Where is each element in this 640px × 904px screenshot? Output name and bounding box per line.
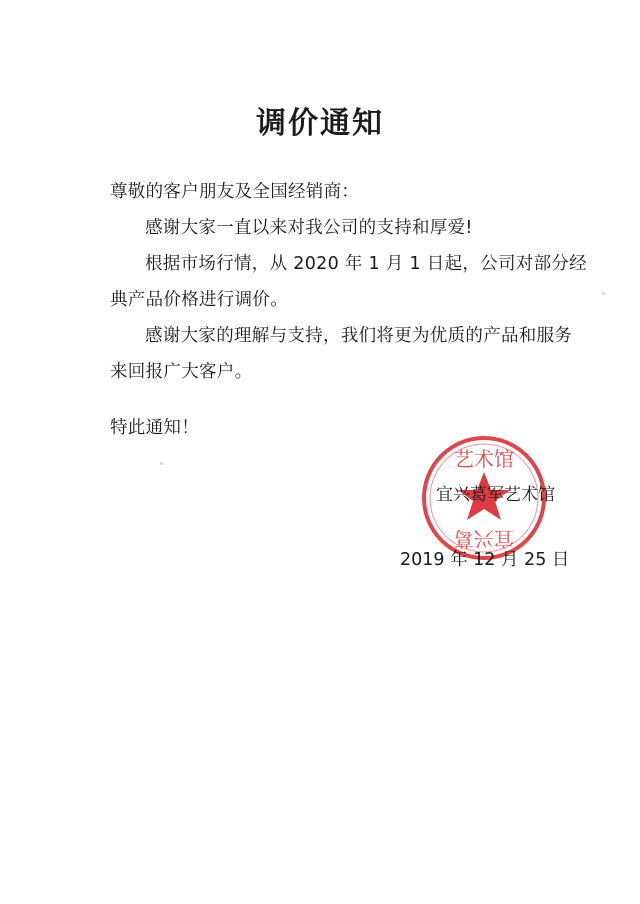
paragraph-adjustment-line-1: 根据市场行情，从 2020 年 1 月 1 日起，公司对部分经	[145, 254, 587, 274]
seal-top-text: 艺术馆	[454, 447, 514, 471]
notice-date: 2019 年 12 月 25 日	[400, 550, 570, 570]
salutation: 尊敬的客户朋友及全国经销商：	[110, 182, 360, 202]
paper-speck	[160, 462, 163, 465]
page-title: 调价通知	[256, 106, 384, 141]
paragraph-appreciation-line-2: 来回报广大客户。	[110, 362, 253, 382]
paper-speck	[602, 292, 605, 295]
paragraph-thanks: 感谢大家一直以来对我公司的支持和厚爱!	[145, 218, 473, 238]
signature: 宜兴葛军艺术馆	[436, 485, 555, 505]
seal-bottom-text: 宜兴葛	[454, 527, 514, 551]
paragraph-adjustment-line-2: 典产品价格进行调价。	[110, 290, 288, 310]
paragraph-appreciation-line-1: 感谢大家的理解与支持，我们将更为优质的产品和服务	[145, 326, 573, 346]
closing-text: 特此通知！	[110, 418, 199, 438]
